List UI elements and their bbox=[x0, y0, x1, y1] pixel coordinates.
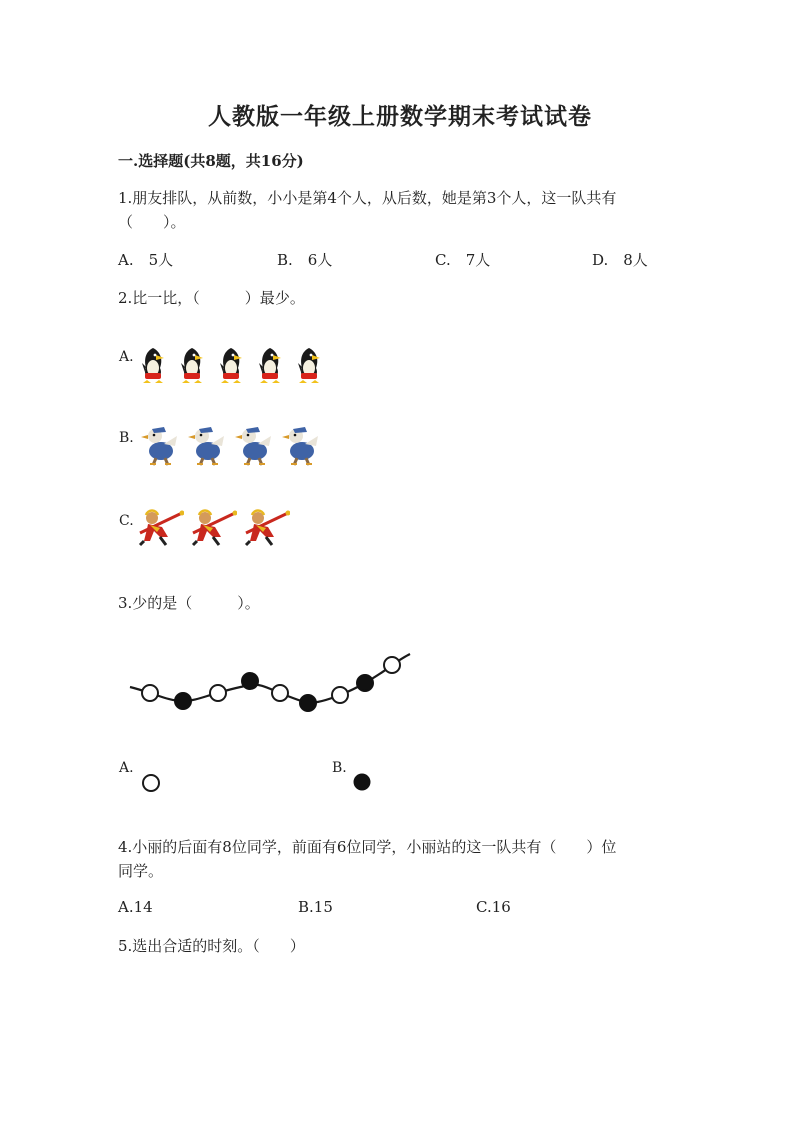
bead-black bbox=[242, 673, 258, 689]
q1-option-c[interactable]: C. 7人 bbox=[435, 251, 491, 269]
penguin-icon bbox=[254, 346, 286, 384]
monkey-king-icon bbox=[191, 507, 237, 547]
penguin-icon bbox=[215, 346, 247, 384]
bead-black bbox=[357, 675, 373, 691]
q1-option-b[interactable]: B. 6人 bbox=[277, 251, 333, 269]
q3-option-a-bead-white[interactable] bbox=[140, 772, 162, 794]
q3-option-a-label[interactable]: A. bbox=[119, 760, 134, 776]
question-2: 2.比一比，（ ）最少。 bbox=[118, 289, 305, 307]
question-1-line-2: （ ）。 bbox=[118, 213, 186, 231]
bead-black bbox=[175, 693, 191, 709]
bead-string bbox=[120, 645, 420, 720]
q2-option-c-pictures[interactable] bbox=[138, 507, 290, 547]
question-4 bbox=[118, 835, 678, 883]
q2-option-b-label[interactable]: B. bbox=[119, 430, 134, 446]
q1-option-a[interactable]: A. 5人 bbox=[118, 251, 174, 269]
monkey-king-icon bbox=[244, 507, 290, 547]
page-title: 人教版一年级上册数学期末考试试卷 bbox=[208, 103, 592, 130]
duck-icon bbox=[281, 424, 321, 466]
penguin-icon bbox=[176, 346, 208, 384]
q4-option-b[interactable]: B.15 bbox=[298, 898, 333, 916]
bead-white bbox=[272, 685, 288, 701]
q2-option-c-label[interactable]: C. bbox=[119, 513, 134, 529]
q3-option-b-label[interactable]: B. bbox=[332, 760, 347, 776]
duck-icon bbox=[140, 424, 180, 466]
question-3: 3.少的是（ ）。 bbox=[118, 594, 260, 612]
question-1 bbox=[118, 186, 678, 234]
q3-option-b-bead-black[interactable] bbox=[351, 771, 373, 793]
bead-white bbox=[332, 687, 348, 703]
q4-option-a[interactable]: A.14 bbox=[118, 898, 153, 916]
bead-white bbox=[384, 657, 400, 673]
question-4-line-2: 同学。 bbox=[118, 862, 164, 880]
section-heading: 一.选择题(共8题，共16分) bbox=[118, 152, 304, 170]
duck-icon bbox=[187, 424, 227, 466]
bead-white bbox=[210, 685, 226, 701]
bead-black bbox=[300, 695, 316, 711]
bead-white bbox=[142, 685, 158, 701]
penguin-icon bbox=[293, 346, 325, 384]
monkey-king-icon bbox=[138, 507, 184, 547]
q2-option-a-pictures[interactable] bbox=[137, 346, 325, 384]
q1-option-d[interactable]: D. 8人 bbox=[592, 251, 648, 269]
q2-option-b-pictures[interactable] bbox=[140, 424, 321, 466]
question-4-line-1: 4.小丽的后面有8位同学，前面有6位同学，小丽站的这一队共有（ ）位 bbox=[118, 838, 617, 856]
question-1-line-1: 1.朋友排队，从前数，小小是第4个人，从后数，她是第3个人，这一队共有 bbox=[118, 189, 617, 207]
question-5: 5.选出合适的时刻。（ ） bbox=[118, 937, 305, 955]
penguin-icon bbox=[137, 346, 169, 384]
q2-option-a-label[interactable]: A. bbox=[119, 349, 134, 365]
duck-icon bbox=[234, 424, 274, 466]
q4-option-c[interactable]: C.16 bbox=[476, 898, 511, 916]
